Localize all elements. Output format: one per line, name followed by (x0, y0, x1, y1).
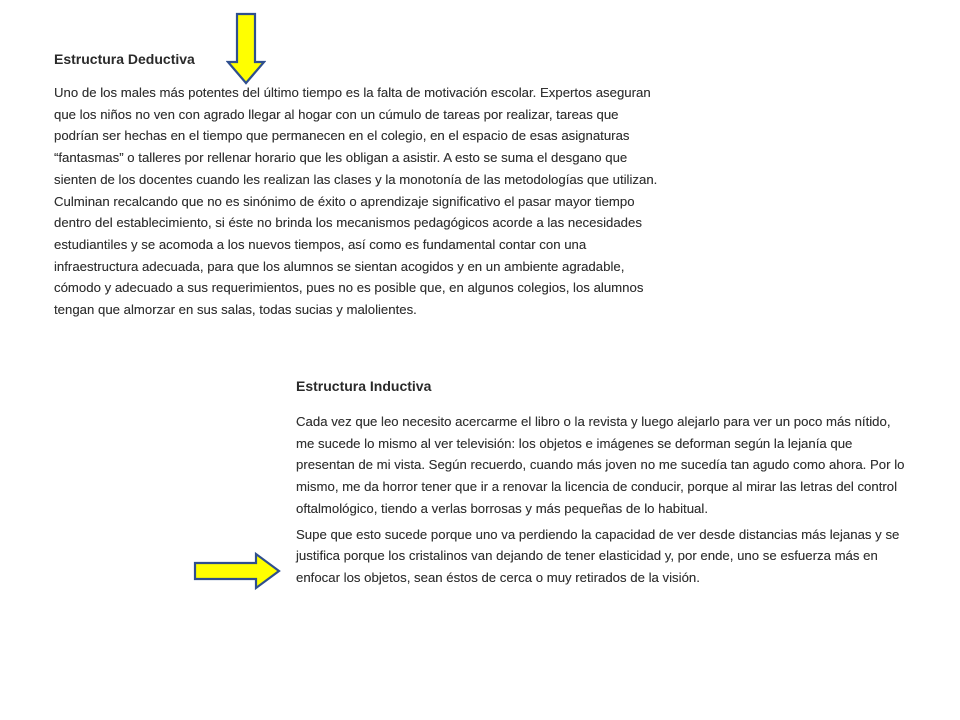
deductive-section (54, 50, 664, 321)
deductive-heading: Estructura Deductiva (54, 51, 195, 67)
inductive-paragraph-2: Supe que esto sucede porque uno va perdiendo la capacidad de ver desde distancias más lejanas y se justifica porque los cristalinos van dejando de tener elasticidad y, por ende, uno se esfuerza más en enfocar los objetos, sean éstos de cerca o muy retirados de la visión. (296, 526, 900, 585)
inductive-heading: Estructura Inductiva (296, 378, 432, 394)
deductive-paragraph: Uno de los males más potentes del último tiempo es la falta de motivación escolar. Expertos aseguran que los niños no ven con agrado llegar al hogar con un cúmulo de tareas por realizar, tareas que podrían ser hechas en el tiempo que permanecen en el colegio, en el espacio de esas asignaturas “fantasmas” o talleres por rellenar horario que les obligan a asistir. A esto se suma el desgano que sienten de los docentes cuando les realizan las clases y la monotonía de las metodologías que utilizan. Culminan recalcando que no es sinónimo de éxito o aprendizaje significativo el pasar mayor tiempo dentro del establecimiento, si éste no brinda los mecanismos pedagógicos acorde a las necesidades estudiantiles y se acomoda a los nuevos tiempos, así como es fundamental contar con una infraestructura adecuada, para que los alumnos se sientan acogidos y en un ambiente agradable, cómodo y adecuado a sus requerimientos, pues no es posible que, en algunos colegios, los alumnos tengan que almorzar en sus salas, todas sucias y malolientes. (54, 85, 658, 318)
inductive-paragraph-1: Cada vez que leo necesito acercarme el libro o la revista y luego alejarlo para ver un poco más nítido, me sucede lo mismo al ver televisión: los objetos e imágenes se deforman según la lejanía que presentan de mi vista. Según recuerdo, cuando más joven no me sucedía tan agudo como ahora. Por lo mismo, me da horror tener que ir a renovar la licencia de conducir, porque al mirar las letras del control oftalmológico, tiendo a verlas borrosas y más pequeñas de lo habitual. (296, 414, 905, 516)
arrow-right-icon (193, 551, 283, 591)
inductive-section (296, 377, 906, 589)
